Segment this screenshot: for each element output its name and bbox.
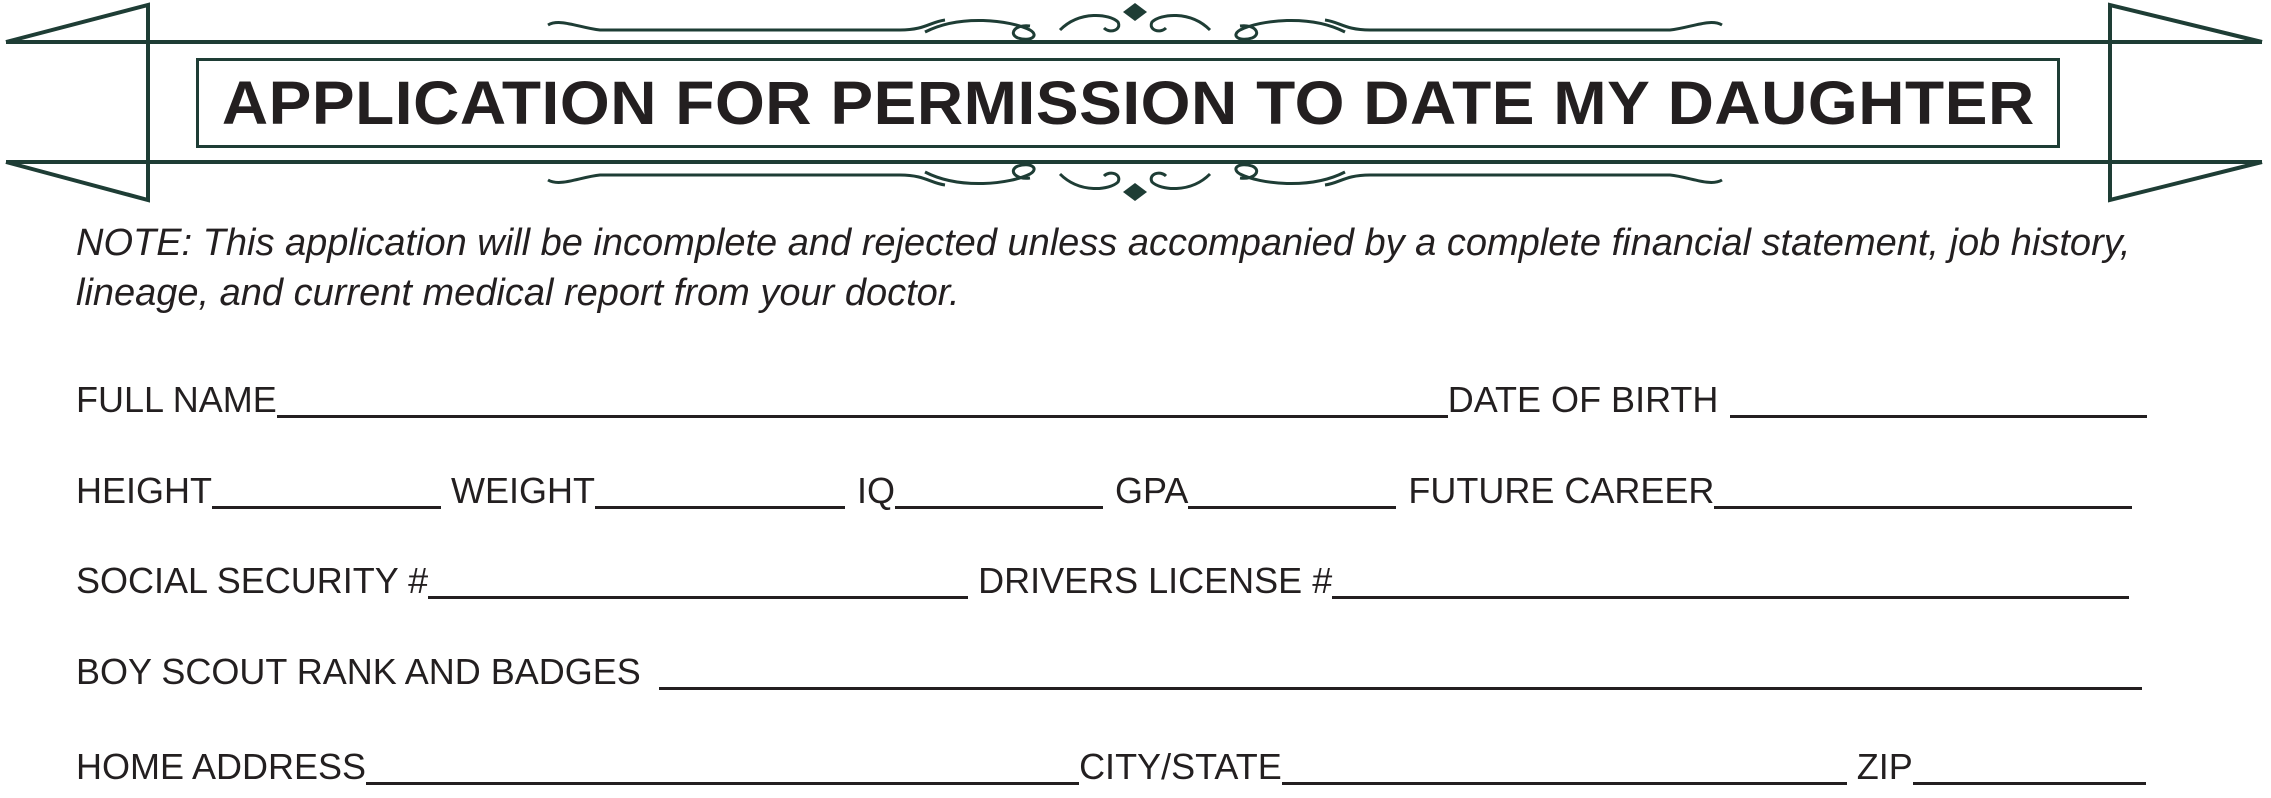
note-text: This application will be incomplete and rejected unless accompanied by a complete financial statement, job history, lineage, and current medical report from your doctor. <box>76 222 2131 314</box>
social-security-label: SOCIAL SECURITY # <box>76 560 429 601</box>
iq-label: IQ <box>857 470 896 511</box>
boy-scout-field[interactable] <box>659 687 2142 690</box>
height-label: HEIGHT <box>76 470 213 511</box>
page-title: APPLICATION FOR PERMISSION TO DATE MY DAUGHTER <box>221 69 2035 137</box>
city-state-label: CITY/STATE <box>1079 746 1282 787</box>
form-row-name <box>76 370 2168 420</box>
date-of-birth-label: DATE OF BIRTH <box>1447 379 1719 420</box>
title-box <box>196 58 2060 148</box>
iq-field[interactable] <box>895 506 1103 509</box>
height-field[interactable] <box>212 506 441 509</box>
home-address-label: HOME ADDRESS <box>76 746 367 787</box>
zip-label: ZIP <box>1856 746 1913 787</box>
gpa-field[interactable] <box>1188 506 1396 509</box>
form-row-address <box>76 737 2168 787</box>
weight-field[interactable] <box>595 506 845 509</box>
future-career-field[interactable] <box>1714 506 2132 509</box>
note-paragraph <box>76 218 2226 318</box>
social-security-field[interactable] <box>428 596 968 599</box>
form-row-ids <box>76 551 2168 601</box>
drivers-license-field[interactable] <box>1332 596 2129 599</box>
gpa-label: GPA <box>1115 470 1189 511</box>
city-state-field[interactable] <box>1282 782 1847 785</box>
full-name-field[interactable] <box>277 415 1448 418</box>
home-address-field[interactable] <box>366 782 1079 785</box>
weight-label: WEIGHT <box>451 470 595 511</box>
form-row-stats <box>76 461 2168 511</box>
full-name-label: FULL NAME <box>76 379 277 420</box>
note-lead: NOTE: <box>76 222 193 264</box>
drivers-license-label: DRIVERS LICENSE # <box>978 560 1333 601</box>
zip-field[interactable] <box>1913 782 2146 785</box>
date-of-birth-field[interactable] <box>1730 415 2147 418</box>
boy-scout-label: BOY SCOUT RANK AND BADGES <box>76 651 641 692</box>
form-row-scouts <box>76 642 2168 692</box>
future-career-label: FUTURE CAREER <box>1408 470 1715 511</box>
